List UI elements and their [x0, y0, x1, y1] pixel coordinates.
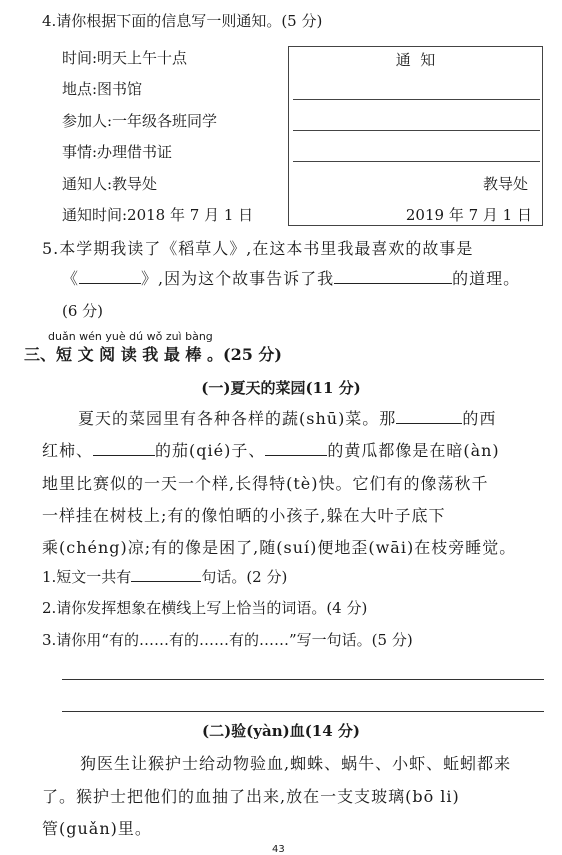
- passage1-line1: [78, 408, 496, 430]
- passage1-line3: 地里比赛似的一天一个样,长得特(tè)快。它们有的像荡秋千: [42, 474, 489, 493]
- notice-title: 通 知: [395, 51, 436, 69]
- q5-text-mid: 》,因为这个故事告诉了我: [141, 269, 335, 288]
- section3-pinyin: duǎn wén yuè dú wǒ zuì bàng: [48, 330, 213, 343]
- notice-write-line[interactable]: [293, 99, 540, 100]
- notice-write-line[interactable]: [293, 130, 540, 131]
- passage1-q1: [42, 567, 287, 587]
- passage1-blank-1[interactable]: [396, 409, 462, 424]
- passage1-text: 的茄(qié)子、: [155, 441, 266, 460]
- q5-line2: [62, 268, 520, 290]
- q4-info-matter: 事情:办理借书证: [62, 143, 173, 161]
- q5-score: (6 分): [62, 302, 104, 320]
- passage1-text: 的黄瓜都像是在暗(àn): [327, 441, 500, 460]
- notice-date: 2019 年 7 月 1 日: [405, 206, 532, 224]
- passage2-line2: 了。猴护士把他们的血抽了出来,放在一支支玻璃(bō li): [42, 787, 460, 806]
- passage1-q1-text: 句话。(2 分): [201, 568, 288, 586]
- q5-story-blank[interactable]: [79, 269, 141, 284]
- notice-box: [288, 46, 543, 226]
- q5-text-end: 的道理。: [452, 269, 521, 288]
- passage1-q1-blank[interactable]: [131, 567, 201, 582]
- q5-line1: 5.本学期我读了《稻草人》,在这本书里我最喜欢的故事是: [42, 239, 474, 258]
- passage1-line5: 乘(chéng)凉;有的像是困了,随(suí)便地歪(wāi)在枝旁睡觉。: [42, 538, 517, 557]
- passage1-line4: 一样挂在树枝上;有的像怕晒的小孩子,躲在大叶子底下: [42, 506, 446, 525]
- passage2-title: (二)验(yàn)血(14 分): [201, 722, 361, 740]
- q4-info-time: 时间:明天上午十点: [62, 49, 188, 67]
- passage1-q3: 3.请你用“有的……有的……有的……”写一句话。(5 分): [42, 631, 413, 649]
- section3-title: 三、短 文 阅 读 我 最 棒 。(25 分): [24, 345, 282, 364]
- notice-signer: 教导处: [482, 175, 528, 193]
- q4-info-participants: 参加人:一年级各班同学: [62, 112, 218, 130]
- q4-prompt: 4.请你根据下面的信息写一则通知。(5 分): [42, 12, 323, 30]
- passage2-line1: 狗医生让猴护士给动物验血,蜘蛛、蜗牛、小虾、蚯蚓都来: [80, 754, 512, 773]
- notice-write-line[interactable]: [293, 161, 540, 162]
- passage1-line2: [42, 440, 500, 462]
- passage1-text: 夏天的菜园里有各种各样的蔬(shū)菜。那: [78, 409, 397, 428]
- q5-open-quote: 《: [62, 269, 80, 288]
- passage1-q2: 2.请你发挥想象在横线上写上恰当的词语。(4 分): [42, 599, 368, 617]
- answer-write-line[interactable]: [62, 679, 544, 680]
- passage2-line3: 管(guǎn)里。: [42, 819, 152, 838]
- page-number: 43: [272, 844, 285, 855]
- q4-info-place: 地点:图书馆: [62, 80, 143, 98]
- q4-info-notice-time: 通知时间:2018 年 7 月 1 日: [62, 206, 254, 224]
- q4-info-notifier: 通知人:教导处: [62, 175, 158, 193]
- passage1-title: (一)夏天的菜园(11 分): [201, 379, 361, 397]
- passage1-text: 红柿、: [42, 441, 94, 460]
- passage1-q1-text: 1.短文一共有: [42, 568, 132, 586]
- answer-write-line[interactable]: [62, 711, 544, 712]
- passage1-text: 的西: [462, 409, 497, 428]
- passage1-blank-3[interactable]: [265, 441, 327, 456]
- passage1-blank-2[interactable]: [93, 441, 155, 456]
- q5-lesson-blank[interactable]: [334, 269, 452, 284]
